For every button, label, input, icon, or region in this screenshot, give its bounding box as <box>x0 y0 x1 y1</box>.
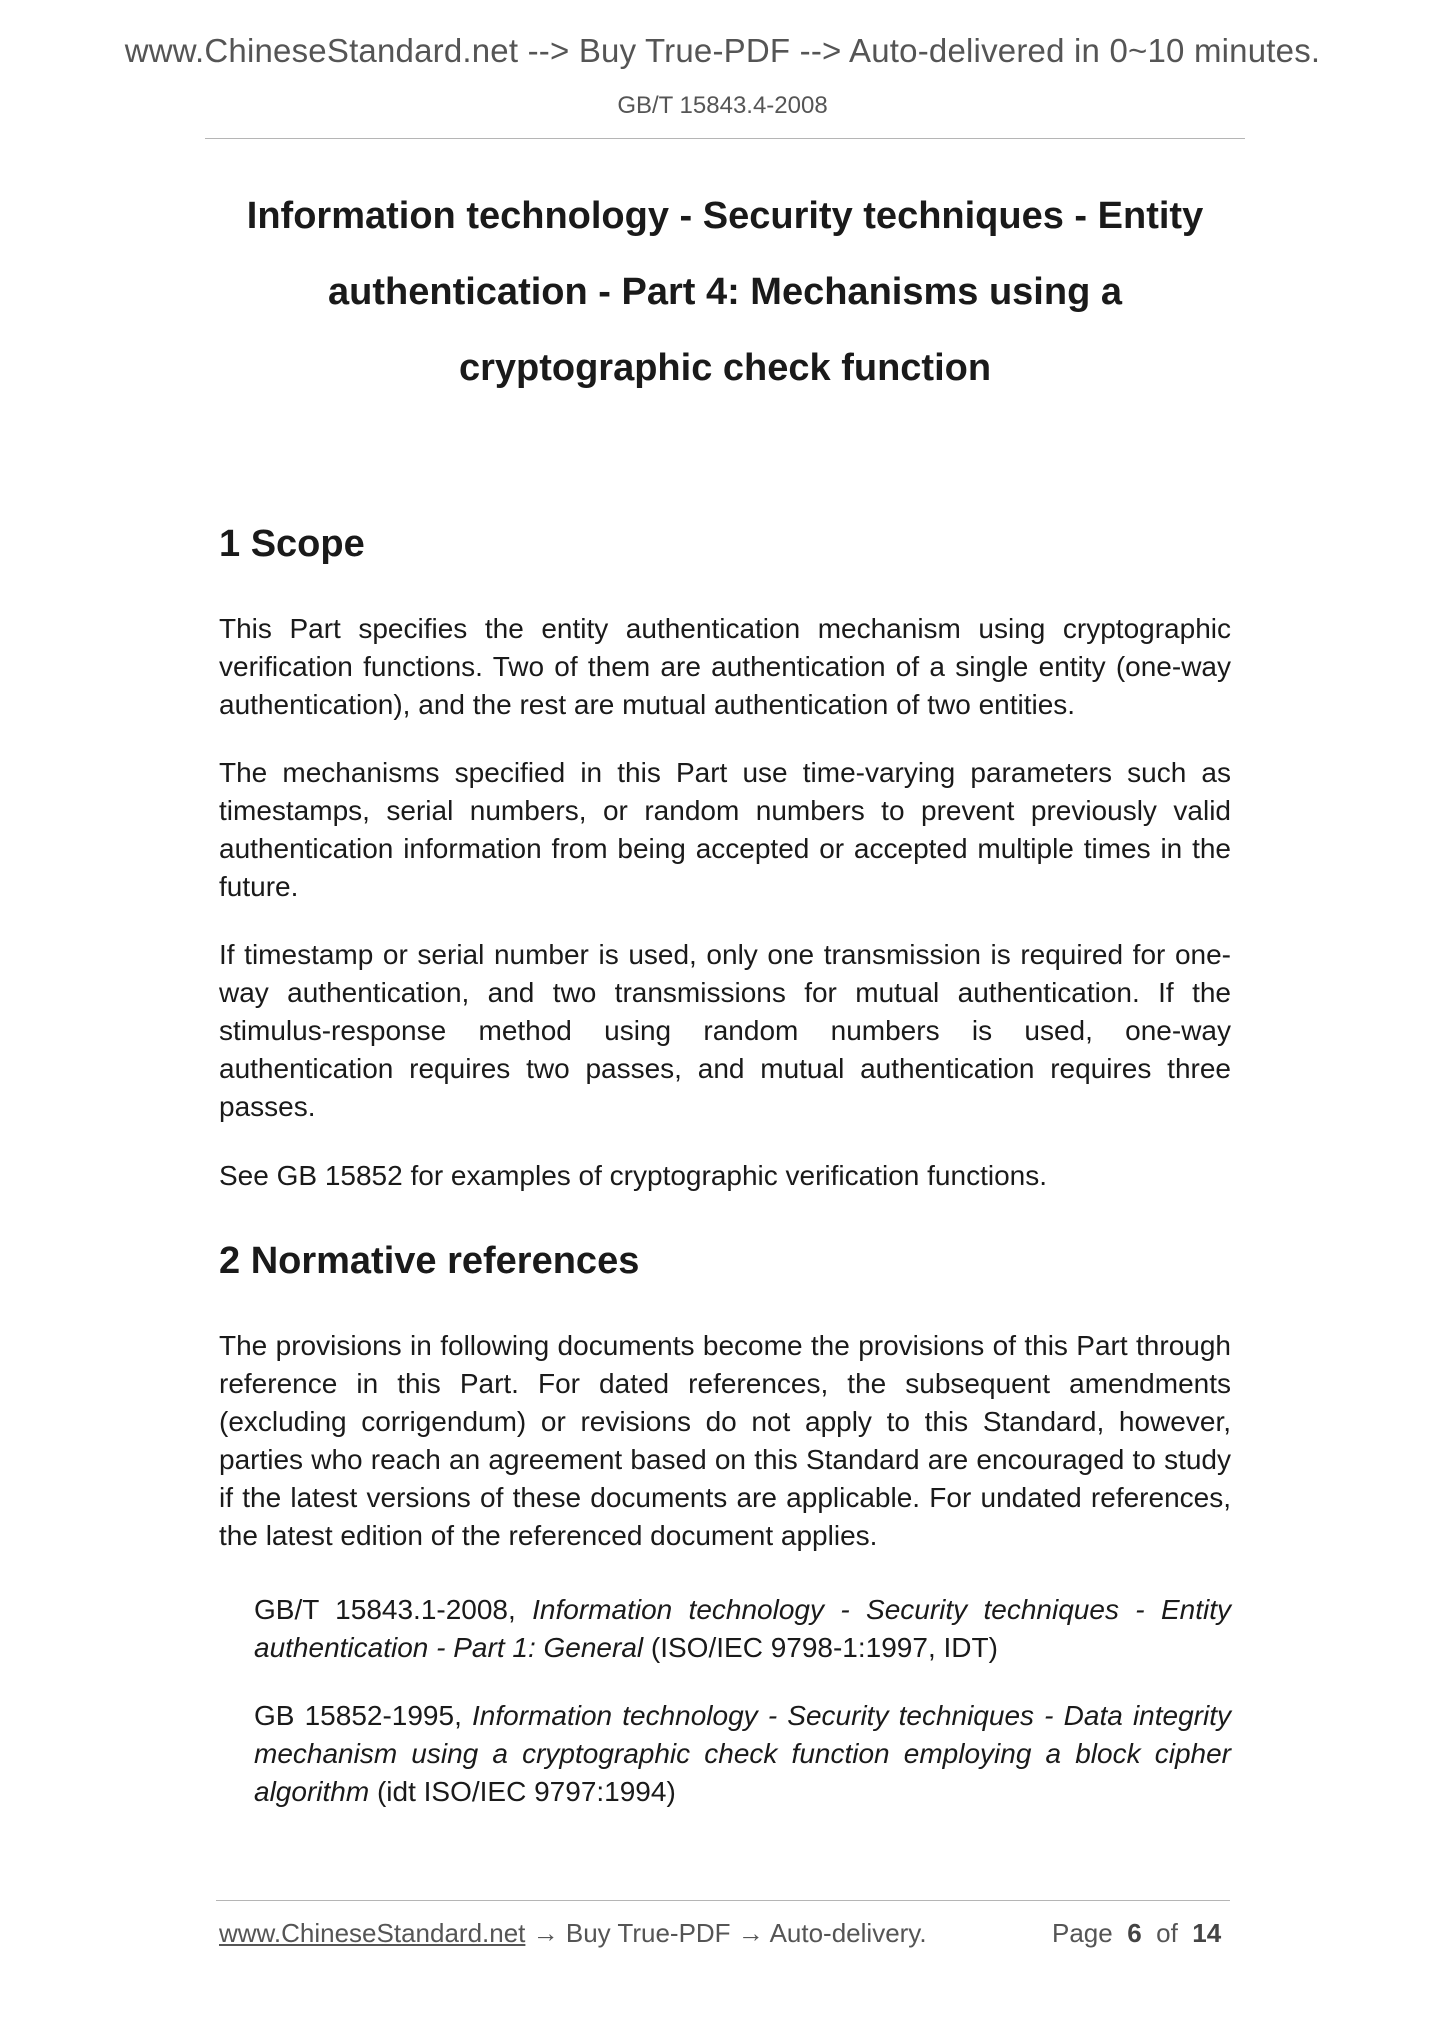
section-2-paragraph-1: The provisions in following documents become the provisions of this Part through reference in this Part. For dated references, the subsequent amendments (excluding corrigendum) or revisions do not apply to this Standard, however, parties who reach an agreement based on this Standard are encouraged to study if the latest versions of these documents are applicable. For undated references, the latest edition of the referenced document applies. <box>219 1330 1231 1551</box>
reference-2-title: Information technology - Security techniques - Data integrity mechanism using a cryptographic check function employing a block cipher algorithm <box>254 1700 1231 1807</box>
normative-reference-2 <box>254 1697 1231 1811</box>
of-label: of <box>1156 1918 1178 1948</box>
reference-1-title: Information technology - Security techniques - Entity authentication - Part 1: General <box>254 1594 1231 1663</box>
section-1-heading: 1 Scope <box>219 523 365 565</box>
section-2-heading: 2 Normative references <box>219 1240 640 1282</box>
page-current: 6 <box>1127 1918 1142 1948</box>
page-total: 14 <box>1192 1918 1222 1948</box>
section-1-paragraph-4: See GB 15852 for examples of cryptographic verification functions. <box>219 1160 1047 1191</box>
standard-code: GB/T 15843.4-2008 <box>617 92 828 119</box>
title-line-1: Information technology - Security techniques - Entity <box>246 195 1204 237</box>
page-label: Page <box>1052 1918 1113 1948</box>
footer-tagline: → Buy True-PDF → Auto-delivery. <box>525 1918 927 1948</box>
normative-reference-1 <box>254 1591 1231 1667</box>
section-1-heading-wrap <box>219 521 1231 567</box>
section-1-paragraph-3: If timestamp or serial number is used, only one transmission is required for one-way authentication, and two transmissions for mutual authentication. If the stimulus-response method using random numbers is used, one-way authentication requires two passes, and mutual authentication requires three passes. <box>219 939 1231 1122</box>
reference-2-code: GB 15852-1995, <box>254 1700 473 1731</box>
page-indicator <box>1052 1918 1221 1949</box>
reference-1-suffix: (ISO/IEC 9798-1:1997, IDT) <box>643 1632 998 1663</box>
section-1-paragraph-4-wrap <box>219 1157 1231 1195</box>
title-line-2: authentication - Part 4: Mechanisms using a <box>328 271 1122 313</box>
footer-left <box>219 1918 927 1949</box>
section-2-heading-wrap <box>219 1238 1231 1284</box>
section-1-paragraph-3-wrap <box>219 936 1231 1126</box>
section-1-paragraph-2-wrap <box>219 754 1231 906</box>
reference-2-suffix: (idt ISO/IEC 9797:1994) <box>369 1776 676 1807</box>
section-1-paragraph-1-wrap <box>219 610 1231 724</box>
section-1-paragraph-1: This Part specifies the entity authentication mechanism using cryptographic verification functions. Two of them are authentication of a single entity (one-way authentication), and the rest are mutual authentication of two entities. <box>219 613 1231 720</box>
footer-site-link[interactable]: www.ChineseStandard.net <box>219 1918 526 1948</box>
reference-1-code: GB/T 15843.1-2008, <box>254 1594 533 1625</box>
footer-divider <box>216 1900 1230 1901</box>
title-line-3: cryptographic check function <box>458 347 992 389</box>
section-2-paragraph-1-wrap <box>219 1327 1231 1555</box>
top-banner: www.ChineseStandard.net --> Buy True-PDF --> Auto-delivered in 0~10 minutes. <box>124 32 1321 69</box>
section-1-paragraph-2: The mechanisms specified in this Part use time-varying parameters such as timestamps, serial numbers, or random numbers to prevent previously valid authentication information from being accepted or accepted multiple times in the future. <box>219 757 1231 902</box>
document-title <box>205 178 1245 406</box>
header-divider <box>205 138 1245 139</box>
